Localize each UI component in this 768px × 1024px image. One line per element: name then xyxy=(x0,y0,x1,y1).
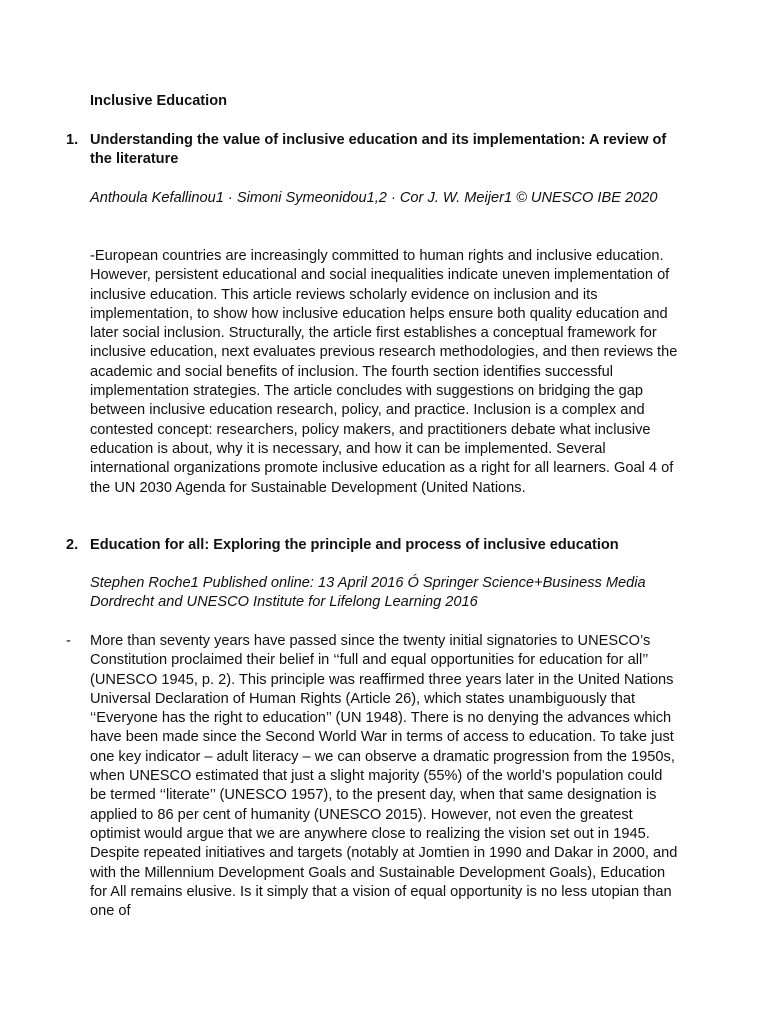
list-dash-marker: - xyxy=(66,633,71,649)
section-2-list-item xyxy=(66,632,680,921)
section-1-heading xyxy=(66,131,678,170)
section-2-title: Education for all: Exploring the principle and process of inclusive education xyxy=(90,537,619,553)
section-2-authors: Stephen Roche1 Published online: 13 April 2016 Ó Springer Science+Business Media Dordrecht and UNESCO Institute for Lifelong Learning 2016 xyxy=(90,575,646,611)
section-1-title: Understanding the value of inclusive education and its implementation: A review of the literature xyxy=(90,132,667,168)
section-1-authors: Anthoula Kefallinou1 · Simoni Symeonidou1,2 · Cor J. W. Meijer1 © UNESCO IBE 2020 xyxy=(90,190,658,206)
section-1-body: -European countries are increasingly committed to human rights and inclusive education. However, persistent educational and social inequalities indicate uneven implementation of inclusive education. This article reviews scholarly evidence on inclusion and its implementation, to show how inclusive education helps ensure both quality education and later social inclusion. Structurally, the article first establishes a conceptual framework for inclusive education, next evaluates previous research methodologies, and then reviews the academic and social benefits of inclusion. The fourth section identifies successful implementation strategies. The article concludes with suggestions on bridging the gap between inclusive education research, policy, and practice. Inclusion is a complex and contested concept: researchers, policy makers, and practitioners debate what inclusive education is about, why it is necessary, and how it can be implemented. Several international organizations promote inclusive education as a right for all learners. Goal 4 of the UN 2030 Agenda for Sustainable Development (United Nations. xyxy=(90,248,678,496)
section-2-heading xyxy=(66,536,678,555)
document-title: Inclusive Education xyxy=(90,93,228,109)
section-2-number: 2. xyxy=(66,537,79,553)
section-1-number: 1. xyxy=(66,132,79,148)
section-2-body: More than seventy years have passed since the twenty initial signatories to UNESCO’s Constitution proclaimed their belief in ‘‘full and equal opportunities for education for all’’ (UNESCO 1945, p. 2). This principle was reaffirmed three years later in the United Nations Universal Declaration of Human Rights (Article 26), which states unambiguously that ‘‘Everyone has the right to education’’ (UN 1948). There is no denying the advances which have been made since the Second World War in terms of access to education. To take just one key indicator – adult literacy – we can observe a dramatic progression from the 1950s, when UNESCO estimated that just a slight majority (55%) of the world’s population could be termed ‘‘literate’’ (UNESCO 1957), to the present day, when that same designation is applied to 86 per cent of humanity (UNESCO 2015). However, not even the greatest optimist would argue that we are anywhere close to realizing the vision set out in 1945. Despite repeated initiatives and targets (notably at Jomtien in 1990 and Dakar in 2000, and with the Millennium Development Goals and Sustainable Development Goals), Education for All remains elusive. Is it simply that a vision of equal opportunity is no less utopian than one of xyxy=(90,633,678,920)
